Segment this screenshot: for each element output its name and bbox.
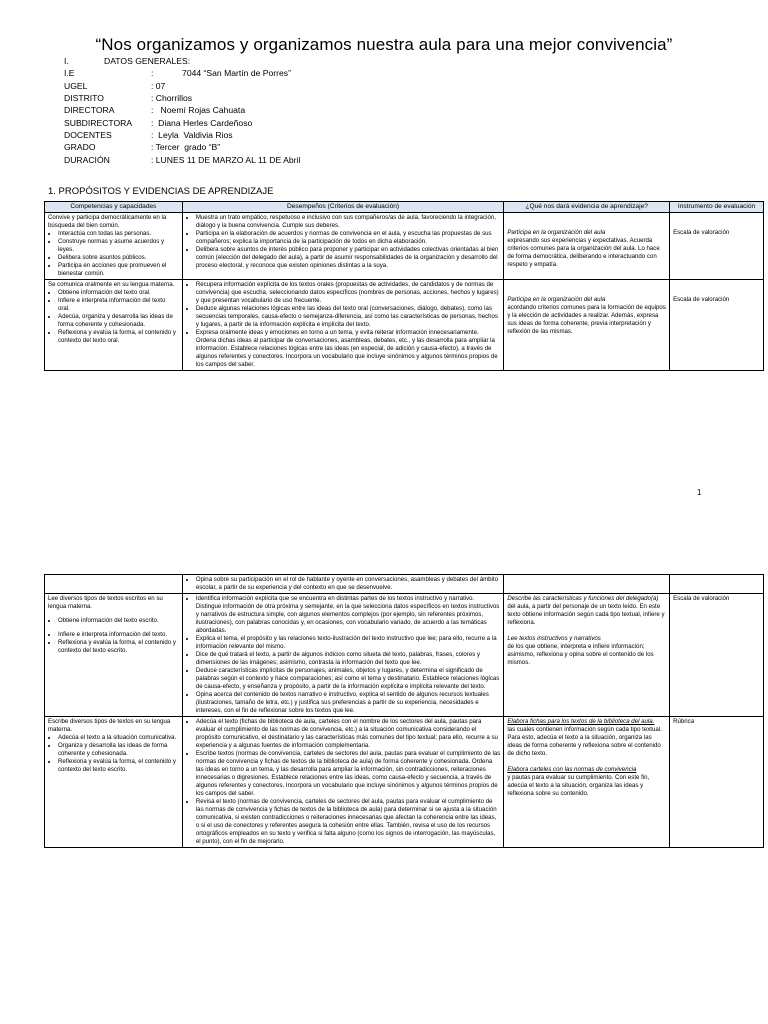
evidence-title: Participa en la organización del aula bbox=[507, 296, 606, 303]
performance-cell bbox=[182, 594, 504, 717]
evidence-text: y pautas para evaluar su cumplimiento. Con este fin, adecúa el texto a la situación, organiza las ideas y reflexiona sobre su contenido. bbox=[507, 774, 650, 797]
table-header-row bbox=[45, 202, 764, 213]
evidence-cell bbox=[504, 213, 670, 280]
performance-cell bbox=[182, 213, 503, 280]
general-label: SUBDIRECTORA bbox=[64, 117, 133, 128]
evidence-title: Lee textos instructivos y narrativos bbox=[507, 635, 601, 642]
capacity-item: • Infiere e interpreta información del texto. bbox=[58, 631, 179, 639]
performance-item: • Expresa oralmente ideas y emociones en torno a un tema, y evita reiterar información innecesariamente. Ordena dichas ideas al participar de conversaciones, asambleas, debates, etc., y las desarrolla para ampliar la información. Establece relaciones lógicas entre las ideas (en especial, de adición y causa-efecto), a través de algunos referentes y conectores. Incorpora un vocabulario que incluye sinónimos y algunos términos propios de los campos del saber. bbox=[196, 329, 500, 369]
capacity-item: • Interactúa con todas las personas. bbox=[58, 230, 179, 238]
page-number: 1 bbox=[697, 488, 702, 497]
performance-item: • Escribe textos (normas de convivencia, carteles de sectores del aula, pautas para evaluar el cumplimiento de las normas de convivencia y fichas de textos de la biblioteca de aula) de forma coherente y cohesionada. Ordena las ideas en torno a un tema, y las desarrolla para ampliar la información, sin contradicciones, reiteraciones innecesarias o digresiones. Establece relaciones entre las ideas, como causa-efecto y secuencia, a través de algunos referentes y conectores. Incorpora un vocabulario que incluye sinónimos y algunos términos propios de los campos del saber. bbox=[196, 750, 501, 798]
performance-item: • Deduce algunas relaciones lógicas entre las ideas del texto oral (conversaciones, diálogo, debates), como las secuencias temporales, causa-efecto o semejanza-diferencia, así como las características de personas, hechos y lugares, a partir de la información explícita e implícita del texto. bbox=[196, 305, 500, 329]
instrument-cell bbox=[670, 575, 764, 594]
general-value: : 7044 “San Martín de Porres” bbox=[151, 68, 291, 79]
evidence-text: del aula, a partir del personaje de un texto leído. En este texto obtiene información según cada tipo textual, infiere y reflexiona. bbox=[507, 603, 665, 626]
table-row bbox=[45, 594, 764, 717]
performance-cell bbox=[182, 575, 504, 594]
evidence-title: Elabora fichas para los textos de la biblioteca del aula. bbox=[507, 718, 655, 725]
performance-item: • Dice de qué tratará el texto, a partir de algunos indicios como silueta del texto, palabras, frases, colores y dimensiones de las imágenes; asimismo, contrasta la información del texto que lee. bbox=[196, 651, 501, 667]
general-heading bbox=[64, 55, 514, 67]
general-row bbox=[64, 104, 514, 116]
general-value: : Noemí Rojas Cahuata bbox=[151, 105, 246, 116]
evidence-cell bbox=[504, 717, 670, 848]
capacity-list bbox=[48, 289, 179, 345]
roman-numeral: I. bbox=[64, 56, 69, 66]
performance-item: • Revisa el texto (normas de convivencia, carteles de sectores del aula, pautas para evaluar el cumplimiento de las normas de convivencia y fichas de textos de la biblioteca de aula) para determinar si se ajusta a la situación comunicativa, si existen contradicciones o reiteraciones innecesarias que afectan la coherencia entre las ideas, o si el uso de conectores y referentes asegura la cohesión entre ellas. También, revisa el uso de los recursos ortográficos empleados en su texto y verifica si falta alguno (como los signos de interrogación, las mayúsculas, el punto), con el fin de mejorarlo. bbox=[196, 798, 501, 846]
performance-item: • Participa en la elaboración de acuerdos y normas de convivencia en el aula, y escucha las propuestas de sus compañeros; explica la importancia de la participación de todos en dicha elaboración. bbox=[196, 230, 500, 246]
capacity-item: • Delibera sobre asuntos públicos. bbox=[58, 254, 179, 262]
header-competences: Competencias y capacidades bbox=[45, 202, 183, 213]
competence-cell bbox=[45, 717, 183, 848]
capacity-list bbox=[48, 230, 179, 278]
evidence-text: acordando criterios comunes para la formación de equipos y la elección de actividades a realizar. Además, expresa sus ideas de forma coherente, previa interpretación y reflexión de las mismas. bbox=[507, 304, 666, 335]
general-row bbox=[64, 80, 514, 92]
instrument-cell: Escala de valoración bbox=[670, 280, 764, 371]
performance-list bbox=[186, 214, 500, 270]
performance-list bbox=[186, 281, 500, 369]
competence-cell bbox=[45, 280, 183, 371]
performance-list bbox=[186, 576, 501, 592]
evidence-text: expresando sus experiencias y expectativas. Acuerda criterios comunes para la organización del aula. Lo hace de forma democrática, deliberando e interactuando con respeto y empatía. bbox=[507, 237, 660, 268]
capacity-item: • Obtiene información del texto oral. bbox=[58, 289, 179, 297]
performance-cell bbox=[182, 717, 504, 848]
evidence-text: de los que obtiene, interpreta e infiere información; asimismo, reflexiona y opina sobre el contenido de los mismos. bbox=[507, 643, 654, 666]
performance-item: • Opina acerca del contenido de textos narrativo e instructivo, explica el sentido de algunos recursos textuales (ilustraciones, tamaño de letra, etc.) y justifica sus preferencias a partir de su experiencia, necesidades e intereses, con el fin de reflexionar sobre los textos que lee. bbox=[196, 691, 501, 715]
performance-item: • Explica el tema, el propósito y las relaciones texto-ilustración del texto instructivo que lee; para ello, recurre a la información relevante del mismo. bbox=[196, 635, 501, 651]
purposes-table bbox=[44, 201, 764, 371]
general-label: DIRECTORA bbox=[64, 105, 115, 116]
general-value: : Tercer grado “B” bbox=[151, 142, 221, 153]
header-evidence: ¿Qué nos dará evidencia de aprendizaje? bbox=[504, 202, 670, 213]
general-value: : Leyla Valdivia Rios bbox=[151, 130, 233, 141]
general-label: GRADO bbox=[64, 142, 96, 153]
general-data bbox=[64, 55, 514, 166]
table-row bbox=[45, 280, 764, 371]
general-row bbox=[64, 154, 514, 166]
competence-title: Lee diversos tipos de textos escritos en su lengua materna. bbox=[48, 595, 163, 610]
capacity-item: • Organiza y desarrolla las ideas de forma coherente y cohesionada. bbox=[58, 742, 179, 758]
capacity-list bbox=[48, 734, 179, 774]
purposes-table-continued bbox=[44, 574, 764, 848]
general-row bbox=[64, 67, 514, 79]
instrument-cell: Escala de valoración bbox=[670, 213, 764, 280]
evidence-title: Describe las características y funciones del delegado(a) bbox=[507, 595, 659, 602]
section-title: 1. PROPÓSITOS Y EVIDENCIAS DE APRENDIZAJE bbox=[48, 186, 274, 197]
capacity-item: • Reflexiona y evalúa la forma, el contenido y contexto del texto escrito. bbox=[58, 639, 179, 655]
capacity-item: • Obtiene información del texto escrito. bbox=[58, 617, 179, 625]
header-performances: Desempeños (Criterios de evaluación) bbox=[182, 202, 503, 213]
competence-cell bbox=[45, 213, 183, 280]
performance-item: • Delibera sobre asuntos de interés público para proponer y participar en actividades colectivas orientadas al bien común (elección del delegado del aula), a partir de asumir responsabilidades de la organización y desarrollo del proceso electoral, y reconoce que existen opiniones distintas a la suya. bbox=[196, 246, 500, 270]
competence-cell bbox=[45, 575, 183, 594]
performance-cell bbox=[182, 280, 503, 371]
instrument-cell: Escala de valoración bbox=[670, 594, 764, 717]
general-value: : Diana Herles Cardeñoso bbox=[151, 117, 253, 128]
general-row bbox=[64, 117, 514, 129]
competence-cell bbox=[45, 594, 183, 717]
evidence-cell bbox=[504, 280, 670, 371]
header-instrument: Instrumento de evaluación bbox=[670, 202, 764, 213]
table-row bbox=[45, 575, 764, 594]
performance-item: • Recupera información explícita de los textos orales (propuestas de actividades, de candidatos y de normas de convivencia) que escucha, seleccionando datos específicos (nombres de personas, acciones, hechos y lugares) y que presentan vocabulario de uso frecuente. bbox=[196, 281, 500, 305]
evidence-cell bbox=[504, 575, 670, 594]
general-label: DOCENTES bbox=[64, 130, 112, 141]
instrument-cell: Rúbrica bbox=[670, 717, 764, 848]
performance-item: • Identifica información explícita que se encuentra en distintas partes de los textos instructivo y narrativo. Distingue información de otra próxima y semejante, en la que selecciona datos específicos en textos instructivos y narrativos de estructura simple, con algunos elementos complejos (por ejemplo, sin referentes próximos, ilustraciones), con palabras conocidas y, en ocasiones, con vocabulario variado, de acuerdo a las temáticas abordadas. bbox=[196, 595, 501, 635]
table-row bbox=[45, 213, 764, 280]
capacity-item: • Construye normas y asume acuerdos y leyes. bbox=[58, 238, 179, 254]
general-heading-text: DATOS GENERALES: bbox=[104, 56, 191, 66]
performance-item: • Muestra un trato empático, respetuoso e inclusivo con sus compañeros/as de aula, favoreciendo la integración, diálogo y la buena convivencia. Cumple sus deberes. bbox=[196, 214, 500, 230]
performance-item: • Deduce características implícitas de personajes, animales, objetos y lugares, y determina el significado de palabras según el contexto y hace comparaciones; así como el tema y destinatario. Establece relaciones lógicas de causa-efecto, y enseñanza y propósito, a partir de la información explícita e implícita relevante del texto. bbox=[196, 667, 501, 691]
capacity-item: • Adecúa el texto a la situación comunicativa. bbox=[58, 734, 179, 742]
general-value: : Chorrillos bbox=[151, 93, 193, 104]
evidence-title: Participa en la organización del aula bbox=[507, 229, 606, 236]
general-label: DURACIÓN bbox=[64, 154, 110, 165]
general-label: UGEL bbox=[64, 80, 88, 91]
capacity-item: • Participa en acciones que promueven el bienestar común. bbox=[58, 262, 179, 278]
performance-list bbox=[186, 718, 501, 846]
competence-title: Se comunica oralmente en su lengua materna. bbox=[48, 281, 175, 288]
general-value: : 07 bbox=[151, 80, 166, 91]
table-row bbox=[45, 717, 764, 848]
performance-item: • Opina sobre su participación en el rol de hablante y oyente en conversaciones, asambleas y debates del ámbito escolar, a partir de su experiencia y del contexto en que se desenvuelve. bbox=[196, 576, 501, 592]
evidence-title: Elabora carteles con las normas de convivencia bbox=[507, 766, 637, 773]
general-row bbox=[64, 141, 514, 153]
competence-title: Convive y participa democráticamente en la búsqueda del bien común. bbox=[48, 214, 167, 229]
capacity-list bbox=[48, 617, 179, 655]
general-value: : LUNES 11 DE MARZO AL 11 DE Abril bbox=[151, 154, 301, 165]
performance-item: • Adecúa el texto (fichas de biblioteca de aula, carteles con el nombre de los sectores del aula, pautas para evaluar el cumplimiento de las normas de convivencia, etc.) a la situación comunicativa considerando el propósito comunicativo, el destinatario y las características más comunes del tipo textual; para ello, recurre a su experiencia y a algunas fuentes de información complementaria. bbox=[196, 718, 501, 750]
capacity-item: • Reflexiona y evalúa la forma, el contenido y contexto del texto escrito. bbox=[58, 758, 179, 774]
performance-list bbox=[186, 595, 501, 715]
general-label: DISTRITO bbox=[64, 93, 104, 104]
capacity-item: • Reflexiona y evalúa la forma, el contenido y contexto del texto oral. bbox=[58, 329, 179, 345]
general-row bbox=[64, 92, 514, 104]
competence-title: Escribe diversos tipos de textos en su lengua materna. bbox=[48, 718, 171, 733]
document-title: “Nos organizamos y organizamos nuestra aula para una mejor convivencia” bbox=[95, 35, 673, 54]
capacity-item: • Infiere e interpreta información del texto oral. bbox=[58, 297, 179, 313]
evidence-cell bbox=[504, 594, 670, 717]
capacity-item: • Adecúa, organiza y desarrolla las ideas de forma coherente y cohesionada. bbox=[58, 313, 179, 329]
general-label: I.E bbox=[64, 68, 75, 79]
evidence-text: las cuales contienen información según cada tipo textual. Para esto, adecúa el texto a la situación, organiza las ideas de forma coherente y reflexiona sobre el contenido de dicho texto. bbox=[507, 726, 662, 757]
general-row bbox=[64, 129, 514, 141]
